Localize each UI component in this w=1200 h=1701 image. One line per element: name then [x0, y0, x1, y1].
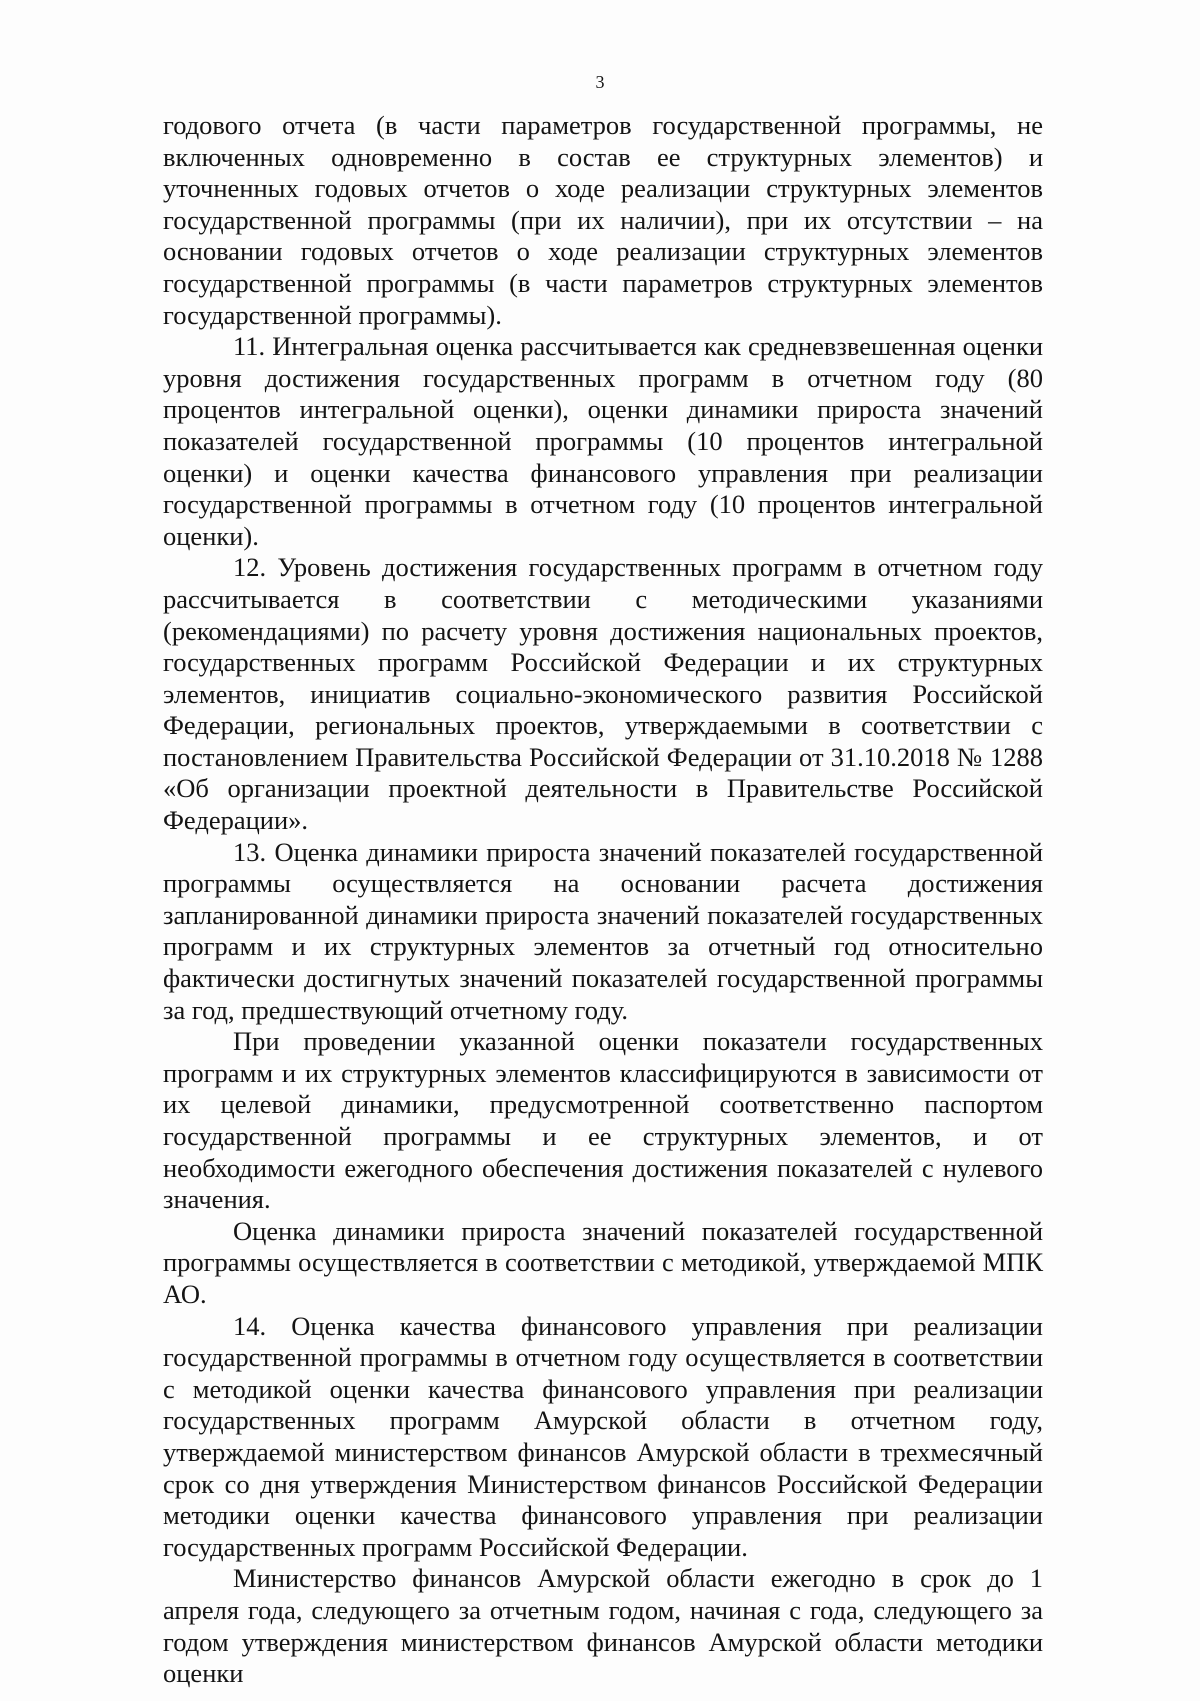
page-number: 3 [595, 72, 605, 92]
paragraph-item-14-ministry: Министерство финансов Амурской области ежегодно в срок до 1 апреля года, следующего за отчетным годом, начиная с года, следующего за годом утверждения министерством финансов Амурской области методики оценки [163, 1563, 1043, 1689]
document-body [163, 110, 1043, 1690]
paragraph-item-13-classification: При проведении указанной оценки показатели государственных программ и их структурных элементов классифицируются в зависимости от их целевой динамики, предусмотренной соответственно паспортом государственной программы и ее структурных элементов, и от необходимости ежегодного обеспечения достижения показателей с нулевого значения. [163, 1026, 1043, 1215]
paragraph-item-12: 12. Уровень достижения государственных программ в отчетном году рассчитывается в соответствии с методическими указаниями (рекомендациями) по расчету уровня достижения национальных проектов, государственных программ Российской Федерации и их структурных элементов, инициатив социально-экономического развития Российской Федерации, региональных проектов, утверждаемыми в соответствии с постановлением Правительства Российской Федерации от 31.10.2018 № 1288 «Об организации проектной деятельности в Правительстве Российской Федерации». [163, 552, 1043, 836]
paragraph-item-11: 11. Интегральная оценка рассчитывается как средневзвешенная оценки уровня достижения государственных программ в отчетном году (80 процентов интегральной оценки), оценки динамики прироста значений показателей государственной программы (10 процентов интегральной оценки) и оценки качества финансового управления при реализации государственной программы в отчетном году (10 процентов интегральной оценки). [163, 331, 1043, 551]
paragraph-item-13: 13. Оценка динамики прироста значений показателей государственной программы осуществляется на основании расчета достижения запланированной динамики прироста значений показателей государственных программ и их структурных элементов за отчетный год относительно фактически достигнутых значений показателей государственной программы за год, предшествующий отчетному году. [163, 836, 1043, 1025]
paragraph-continuation: годового отчета (в части параметров государственной программы, не включенных одновременно в состав ее структурных элементов) и уточненных годовых отчетов о ходе реализации структурных элементов государственной программы (при их наличии), при их отсутствии – на основании годовых отчетов о ходе реализации структурных элементов государственной программы (в части параметров структурных элементов государственной программы). [163, 110, 1043, 330]
paragraph-item-14: 14. Оценка качества финансового управления при реализации государственной программы в отчетном году осуществляется в соответствии с методикой оценки качества финансового управления при реализации государственных программ Амурской области в отчетном году, утверждаемой министерством финансов Амурской области в трехмесячный срок со дня утверждения Министерством финансов Российской Федерации методики оценки качества финансового управления при реализации государственных программ Российской Федерации. [163, 1310, 1043, 1562]
paragraph-item-13-methodology: Оценка динамики прироста значений показателей государственной программы осуществляется в соответствии с методикой, утверждаемой МПК АО. [163, 1215, 1043, 1309]
